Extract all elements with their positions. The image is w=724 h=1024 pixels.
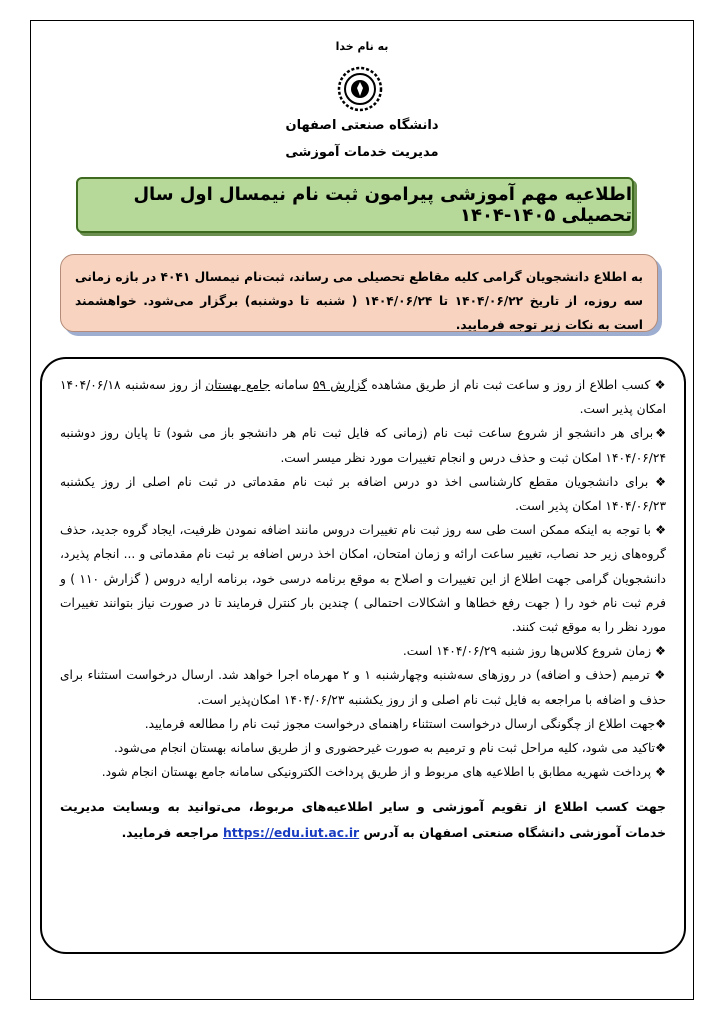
note-item-1 (60, 373, 666, 421)
university-logo-icon (337, 66, 383, 112)
closing-text-end: مراجعه فرمایید. (121, 825, 223, 841)
edu-website-link[interactable]: https://edu.iut.ac.ir (222, 825, 360, 841)
department-name: مدیریت خدمات آموزشی (285, 145, 439, 160)
university-name: دانشگاه صنعتی اصفهان (285, 118, 439, 133)
report-59-link[interactable]: گزارش ۵۹ (312, 378, 367, 392)
note-item-4: ❖ با توجه به اینکه ممکن است طی سه روز ثبت نام تغییرات دروس مانند اضافه نمودن ظرفیت، ایجاد گروه جدید، حذف گروه‌های زیر حد نصاب، تغییر ساعت ارائه و زمان امتحان، امکان اخذ درس اضافه بر ثبت نام مقدماتی و ... انجام پذیرد، دانشجویان گرامی جهت اطلاع از این تغییرات و اصلاح به موقع برنامه درسی خود، برنامه ارایه دروس ( گزارش ۱۱۰ ) و فرم ثبت نام خود را ( جهت رفع خطاها و اشکالات احتمالی ) چندین بار کنترل فرمایند تا در صورت نیاز بتوانند تغییرات مورد نظر را به موقع ثبت کنند. (60, 523, 666, 635)
note-item-8: ❖تاکید می شود، کلیه مراحل ثبت نام و ترمیم به صورت غیرحضوری و از طریق سامانه بهستان انجام می‌شود. (113, 741, 666, 756)
note-item-7: ❖جهت اطلاع از چگونگی ارسال درخواست استثناء راهنمای درخواست مجوز ثبت نام را مطالعه فرمایید. (144, 716, 666, 731)
announcement-title: اطلاعیه مهم آموزشی پیرامون ثبت نام نیمسال اول سال تحصیلی ۱۴۰۵-۱۴۰۴ (133, 184, 632, 226)
intro-box (60, 254, 658, 332)
note-item-3: ❖ برای دانشجویان مقطع کارشناسی اخذ دو درس اضافه بر ثبت نام مقدماتی در ثبت نام اصلی از روز یکشنبه ۱۴۰۴/۰۶/۲۳ امکان پذیر است. (60, 474, 666, 514)
note-item-1-post: از روز سه‌شنبه ۱۴۰۴/۰۶/۱۸ امکان پذیر است. (60, 378, 666, 417)
announcement-title-box (76, 177, 634, 233)
intro-text: به اطلاع دانشجویان گرامی کلیه مقاطع تحصیلی می رساند، ثبت‌نام نیمسال ۴۰۴۱ در بازه زمانی سه روزه، از تاریخ ۱۴۰۴/۰۶/۲۲ تا ۱۴۰۴/۰۶/۲۴ ( شنبه تا دوشنبه) برگزار می‌شود. خواهشمند است به نکات زیر توجه فرمایید. (75, 270, 643, 332)
note-item-6: ❖ ترمیم (حذف و اضافه) در روزهای سه‌شنبه وچهارشنبه ۱ و ۲ مهرماه اجرا خواهد شد. ارسال درخواست استثناء برای حذف و اضافه با مراجعه به فایل ثبت نام اصلی و از روز یکشنبه ۱۴۰۴/۰۶/۲۳ امکان‌پذیر است. (60, 668, 667, 707)
note-item-1-mid: سامانه (270, 378, 313, 392)
bismillah-heading: به نام خدا (335, 40, 389, 53)
note-item-2: ❖برای هر دانشجو از شروع ساعت ثبت نام (زمانی که فایل ثبت نام هر دانشجو باز می شود) تا پایان روز دوشنبه ۱۴۰۴/۰۶/۲۴ امکان ثبت و حذف درس و انجام تغییرات مورد نظر میسر است. (60, 426, 666, 465)
behestan-link[interactable]: جامع بهستان (205, 378, 271, 392)
closing-paragraph (60, 794, 666, 846)
note-item-1-pre: ❖ کسب اطلاع از روز و ساعت ثبت نام از طریق مشاهده (367, 378, 666, 392)
closing-text: جهت کسب اطلاع از تقویم آموزشی و سایر اطلاعیه‌های مربوط، می‌توانید به وبسایت مدیریت خدمات آموزشی دانشگاه صنعتی اصفهان به آدرس (60, 799, 666, 841)
notes-box (40, 357, 686, 954)
note-item-9: ❖ پرداخت شهریه مطابق با اطلاعیه های مربوط و از طریق پرداخت الکترونیکی سامانه جامع بهستان انجام شود. (101, 765, 666, 780)
note-item-5: ❖ زمان شروع کلاس‌ها روز شنبه ۱۴۰۴/۰۶/۲۹ است. (402, 644, 666, 659)
